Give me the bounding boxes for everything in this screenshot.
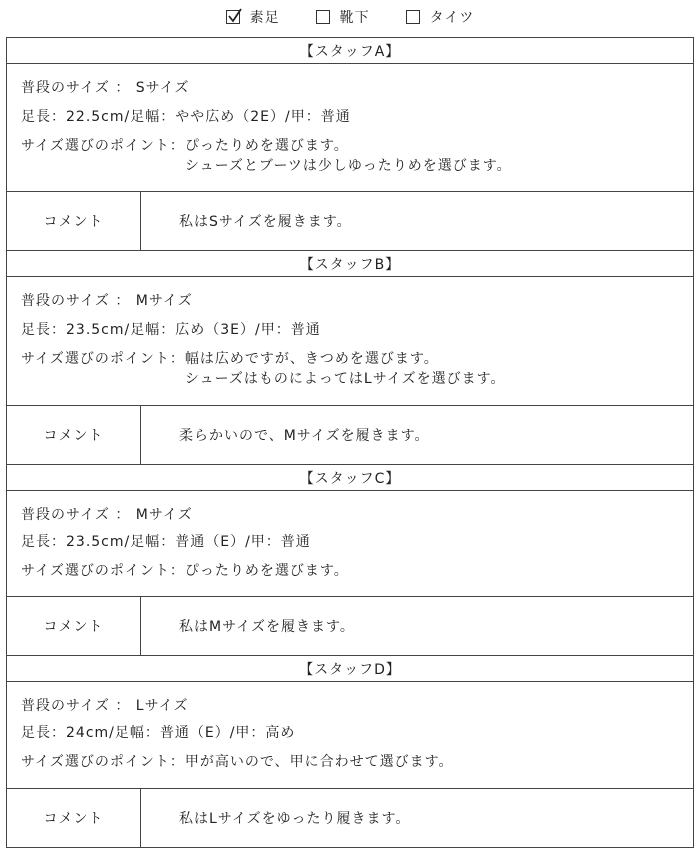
staff-header: 【スタッフB】 — [7, 250, 693, 277]
comment-row — [7, 405, 693, 464]
comment-text: 柔らかいので、Mサイズを履きます。 — [179, 428, 430, 444]
empty-checkbox-icon — [316, 10, 330, 24]
foot-measurements: 足長：22.5cm/足幅：やや広め（2E）/甲：普通 — [21, 109, 351, 125]
staff-header: 【スタッフA】 — [7, 37, 693, 64]
comment-label: コメント — [7, 406, 141, 464]
foot-measurements: 足長：24cm/足幅：普通（E）/甲：高め — [21, 725, 296, 741]
size-point — [21, 135, 679, 175]
comment-row — [7, 788, 693, 847]
legend-item-tights — [406, 7, 475, 27]
foot-measurements: 足長：23.5cm/足幅：普通（E）/甲：普通 — [21, 534, 311, 550]
size-point-body — [185, 560, 349, 580]
legend-label: 靴下 — [339, 10, 370, 26]
legend-item-socks — [316, 7, 370, 27]
size-point — [21, 751, 679, 771]
comment-row — [7, 596, 693, 655]
size-point-label: サイズ選びのポイント： — [21, 351, 185, 367]
size-point-body — [185, 135, 512, 175]
size-point-line: シューズとブーツは少しゆったりめを選びます。 — [184, 158, 512, 174]
usual-size: 普段のサイズ ： Mサイズ — [21, 293, 193, 309]
size-point — [21, 348, 679, 388]
staff-header: 【スタッフD】 — [7, 655, 693, 682]
size-point-line: ぴったりめを選びます。 — [184, 138, 349, 154]
size-point-body — [185, 348, 506, 388]
legend-item-barefoot — [226, 7, 280, 27]
comment-row — [7, 191, 693, 250]
usual-size: 普段のサイズ ： Lサイズ — [21, 698, 189, 714]
size-point-label: サイズ選びのポイント： — [21, 754, 185, 770]
foot-measurements: 足長：23.5cm/足幅：広め（3E）/甲：普通 — [21, 322, 321, 338]
size-point-body — [185, 751, 454, 771]
comment-label: コメント — [7, 789, 141, 847]
comment-label: コメント — [7, 597, 141, 655]
staff-header: 【スタッフC】 — [7, 464, 693, 491]
comment-label: コメント — [7, 192, 141, 250]
size-point-line: シューズはものによってはLサイズを選びます。 — [184, 371, 506, 387]
usual-size: 普段のサイズ ： Mサイズ — [21, 507, 193, 523]
condition-legend — [0, 6, 700, 28]
empty-checkbox-icon — [406, 10, 420, 24]
staff-info — [7, 682, 693, 788]
size-point — [21, 560, 679, 580]
staff-info — [7, 491, 693, 596]
staff-info — [7, 64, 693, 191]
size-point-label: サイズ選びのポイント： — [21, 138, 185, 154]
size-point-line: ぴったりめを選びます。 — [184, 563, 349, 579]
size-point-line: 甲が高いので、甲に合わせて選びます。 — [184, 754, 454, 770]
size-point-line: 幅は広めですが、きつめを選びます。 — [184, 351, 439, 367]
usual-size: 普段のサイズ ： Sサイズ — [21, 80, 190, 96]
legend-label: タイツ — [429, 10, 475, 26]
checked-checkbox-icon — [226, 10, 240, 24]
size-point-label: サイズ選びのポイント： — [21, 563, 185, 579]
staff-size-table — [6, 37, 694, 848]
comment-text: 私はLサイズをゆったり履きます。 — [179, 811, 411, 827]
legend-label: 素足 — [249, 10, 280, 26]
comment-text: 私はSサイズを履きます。 — [179, 214, 352, 230]
comment-text: 私はMサイズを履きます。 — [179, 619, 355, 635]
staff-info — [7, 277, 693, 405]
